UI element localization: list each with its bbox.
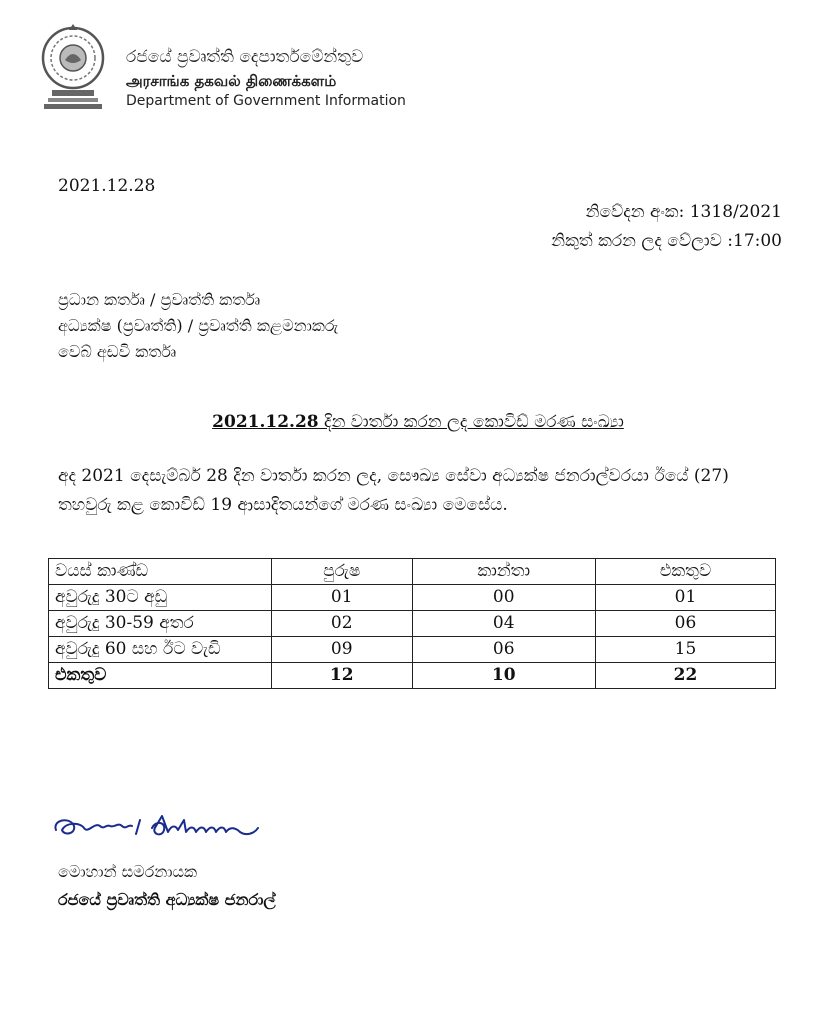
subject-date: 2021.12.28 [212,412,319,432]
subject-text: දින වාර්තා කරන ලද කොවිඩ් මරණ සංඛ්‍යා [318,412,624,432]
recipient-line: ප්‍රධාන කර්තෘ / ප්‍රවෘත්ති කර්තෘ [58,290,261,309]
recipient-line: වෙබ් අඩවි කර්තෘ [58,342,177,361]
female-count-cell: 04 [412,611,596,637]
total-count-cell: 06 [596,611,776,637]
total-count-cell: 01 [596,585,776,611]
subject-heading [0,412,836,432]
release-time: නිකුත් කරන ලද වේලාව :17:00 [551,231,782,251]
signer-title: රජයේ ප්‍රවෘත්ති අධ්‍යක්ෂ ජනරාල් [58,890,276,909]
header-age-group: වයස් කාණ්ඩ [49,559,272,585]
table-row [49,637,776,663]
handwritten-signature [50,812,265,852]
body-paragraph: අද 2021 දෙසැම්බර් 28 දින වාර්තා කරන ලද, සෞඛ්‍ය සේවා අධ්‍යක්ෂ ජනරාල්වරයා ඊයේ (27) තහවුරු කළ කොවිඩ් 19 ආසාදිතයන්ගේ මරණ සංඛ්‍යා මෙසේය. [58,466,729,515]
female-total-cell: 10 [412,663,596,689]
female-count-cell: 00 [412,585,596,611]
total-count-cell: 15 [596,637,776,663]
header-total: එකතුව [596,559,776,585]
table-header-row [49,559,776,585]
covid-deaths-table [48,558,776,689]
table-total-row [49,663,776,689]
age-group-cell: අවුරුදු 30-59 අතර [49,611,272,637]
male-count-cell: 02 [272,611,413,637]
female-count-cell: 06 [412,637,596,663]
signer-name: මොහාන් සමරනායක [58,862,198,881]
recipient-line: අධ්‍යක්ෂ (ප්‍රවෘත්ති) / ප්‍රවෘත්ති කළමනාකරු [58,316,339,335]
age-group-cell: අවුරුදු 60 සහ ඊට වැඩි [49,637,272,663]
table-row [49,585,776,611]
male-count-cell: 09 [272,637,413,663]
header-male: පුරුෂ [272,559,413,585]
department-name-sinhala: රජයේ ප්‍රවෘත්ති දෙපාර්තමේන්තුව [126,47,364,67]
department-name-english: Department of Government Information [126,93,406,109]
age-group-cell: අවුරුදු 30ට අඩු [49,585,272,611]
department-name-tamil: அரசாங்க தகவல் திணைக்களம் [126,72,337,90]
document-date: 2021.12.28 [58,176,156,196]
release-number: නිවේදන අංක: 1318/2021 [585,202,782,222]
header-female: කාන්තා [412,559,596,585]
total-label-cell: එකතුව [49,663,272,689]
male-total-cell: 12 [272,663,413,689]
male-count-cell: 01 [272,585,413,611]
table-row [49,611,776,637]
grand-total-cell: 22 [596,663,776,689]
government-emblem-icon [38,20,108,112]
